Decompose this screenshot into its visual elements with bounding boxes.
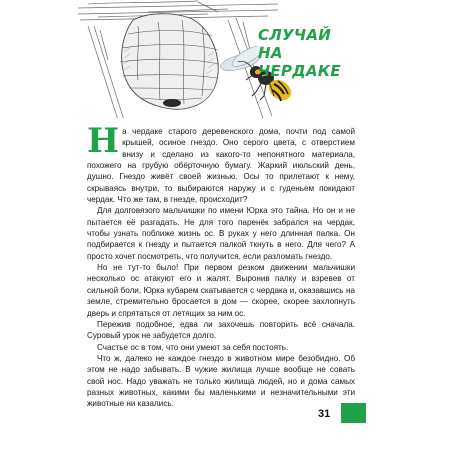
story-text bbox=[87, 121, 355, 410]
paragraph-1 bbox=[87, 121, 355, 205]
paragraph-3: Но не тут-то было! При первом резком движении мальчишки несколько ос атакуют его и жалят. Выронив палку и взревев от сильной боли, Юрка кубарем скатывается с чердака и, оказавшись на земле, стремительно бросается в дом — скорее, скорее захлопнуть дверь и спрятаться от летящих за ним ос. bbox=[87, 263, 355, 318]
page-tab-accent bbox=[341, 403, 366, 423]
paragraph-5: Счастье ос в том, что они умеют за себя постоять. bbox=[97, 342, 289, 352]
chapter-title bbox=[258, 26, 368, 80]
drop-cap: Н bbox=[87, 121, 120, 161]
chapter-title-line-1: СЛУЧАЙ bbox=[258, 26, 332, 44]
paragraph-4: Пережив подобное, едва ли захочешь повторить всё сначала. Суровый урок не забудется долго. bbox=[87, 319, 355, 341]
paragraph-6: Что ж, далеко не каждое гнездо в животном мире безобидно. Об этом не надо забывать. В чужие жилища лучше вообще не совать свой нос. Надо уважать не только жилища людей, но и дома самых разных животных, какими бы маленькими и незначительными эти животные ни казались. bbox=[87, 353, 355, 409]
paragraph-1-text: а чердаке старого деревенского дома, почти под самой крышей, осиное гнездо. Оно серого цвета, с отверстием внизу и сделано из какого-то непонятного материала, похожего на грубую обёрточную бумагу. Жаркий июльский день, душно. Гнездо живёт своей жизнью. Осы то прилетают к нему, скрываясь внутри, то выбираются наружу и с гуденьем покидают чердак. Что же там, в гнезде, происходит? bbox=[87, 127, 355, 205]
paragraph-2: Для долговязого мальчишки по имени Юрка это тайна. Но он и не пытается её разгадать. Не для того паренёк забрался на чердак, чтобы узнать поближе жизнь ос. В руках у него длинная палка. Он подбирается к гнезду и пытается палкой ткнуть в него. Для чего? А просто хочет посмотреть, что получится, если разломать гнездо. bbox=[87, 206, 355, 261]
page-number: 31 bbox=[318, 408, 331, 420]
chapter-title-line-2: НА ЧЕРДАКЕ bbox=[258, 44, 341, 80]
